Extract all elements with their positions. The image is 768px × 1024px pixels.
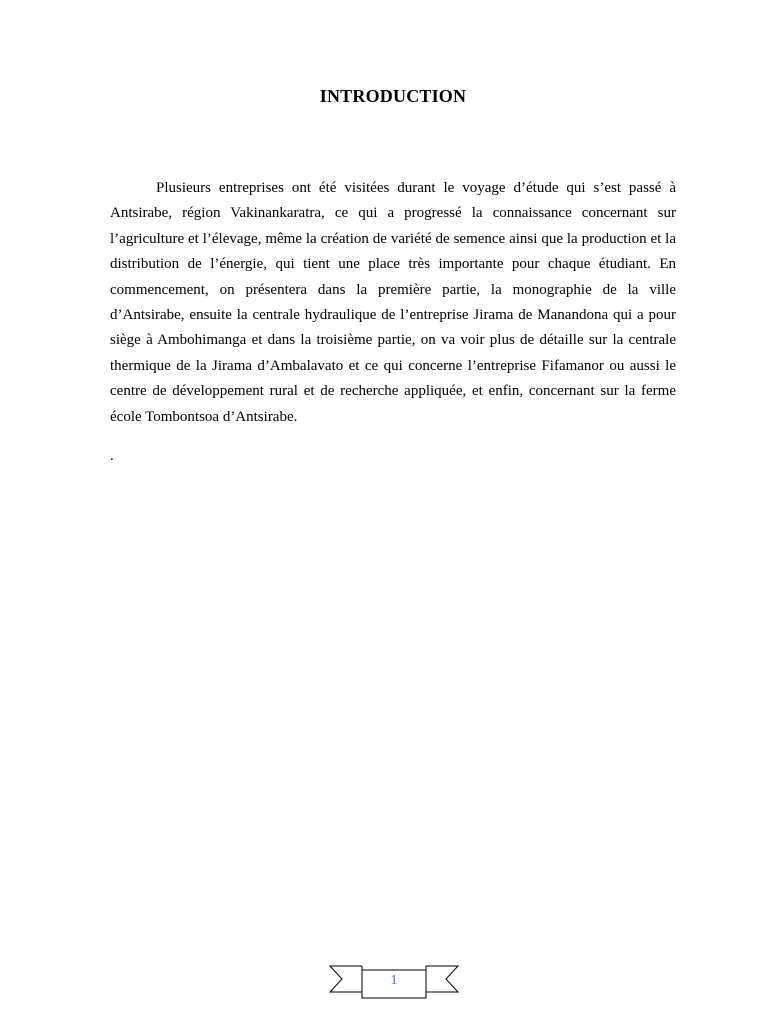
page-number: 1	[390, 973, 398, 988]
trailing-period: .	[110, 448, 114, 464]
page-title: INTRODUCTION	[319, 86, 467, 106]
introduction-paragraph: Plusieurs entreprises ont été visitées durant le voyage d’étude qui s’est passé à Antsirabe, région Vakinankaratra, ce qui a progressé la connaissance concernant sur l’agriculture et l’élevage, même la création de variété de semence ainsi que la production et la distribution de l’énergie, qui tient une place très importante pour chaque étudiant. En commencement, on présentera dans la première partie, la monographie de la ville d’Antsirabe, ensuite la centrale hydraulique de l’entreprise Jirama de Manandona qui a pour siège à Ambohimanga et dans la troisième partie, on va voir plus de détaille sur la centrale thermique de la Jirama d’Ambalavato et ce qui concerne l’entreprise Fifamanor ou aussi le centre de développement rural et de recherche appliquée, et enfin, concernant sur la ferme école Tombontsoa d’Antsirabe.	[110, 180, 676, 425]
